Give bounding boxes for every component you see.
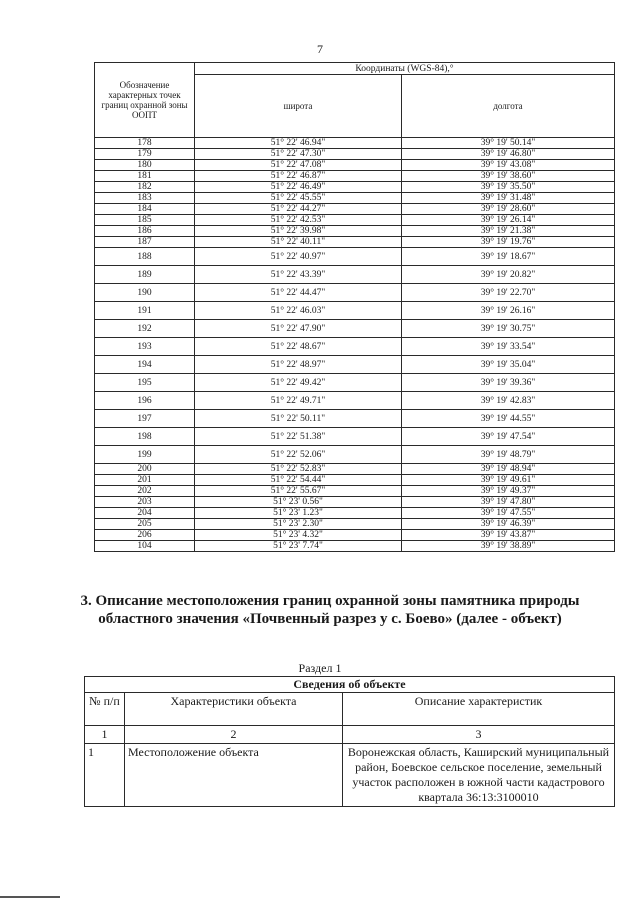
index-cell-1: 1 (85, 726, 125, 744)
latitude-cell: 51° 22' 42.53" (195, 215, 402, 226)
point-id-cell: 192 (95, 320, 195, 338)
point-id-cell: 104 (95, 541, 195, 552)
point-id-cell: 187 (95, 237, 195, 248)
longitude-cell: 39° 19' 49.37" (402, 486, 615, 497)
info-caption: Сведения об объекте (85, 677, 615, 693)
longitude-cell: 39° 19' 33.54" (402, 338, 615, 356)
table-row (95, 302, 615, 320)
point-id-cell: 188 (95, 248, 195, 266)
coordinates-body (95, 138, 615, 552)
longitude-cell: 39° 19' 43.87" (402, 530, 615, 541)
table-row (95, 338, 615, 356)
latitude-cell: 51° 23' 0.56" (195, 497, 402, 508)
point-id-cell: 200 (95, 464, 195, 475)
latitude-cell: 51° 23' 4.32" (195, 530, 402, 541)
table-row (95, 160, 615, 171)
coordinates-table (94, 62, 615, 552)
table-row (95, 475, 615, 486)
table-row (95, 237, 615, 248)
latitude-cell: 51° 22' 40.11" (195, 237, 402, 248)
latitude-header: широта (195, 75, 402, 138)
latitude-cell: 51° 23' 7.74" (195, 541, 402, 552)
table-row (95, 356, 615, 374)
table-row (95, 226, 615, 237)
point-id-cell: 198 (95, 428, 195, 446)
point-id-cell: 201 (95, 475, 195, 486)
table-row (95, 266, 615, 284)
table-row (95, 464, 615, 475)
point-id-cell: 190 (95, 284, 195, 302)
latitude-cell: 51° 22' 51.38" (195, 428, 402, 446)
latitude-cell: 51° 22' 44.47" (195, 284, 402, 302)
table-row (95, 182, 615, 193)
longitude-cell: 39° 19' 19.76" (402, 237, 615, 248)
point-id-cell: 180 (95, 160, 195, 171)
longitude-cell: 39° 19' 28.60" (402, 204, 615, 215)
table-row (95, 497, 615, 508)
coords-header: Координаты (WGS-84),° (195, 63, 615, 75)
longitude-cell: 39° 19' 49.61" (402, 475, 615, 486)
row-number: 1 (85, 744, 125, 807)
longitude-cell: 39° 19' 18.67" (402, 248, 615, 266)
point-id-cell: 189 (95, 266, 195, 284)
longitude-cell: 39° 19' 43.08" (402, 160, 615, 171)
index-cell-3: 3 (343, 726, 615, 744)
longitude-cell: 39° 19' 39.36" (402, 374, 615, 392)
table-row (95, 138, 615, 149)
point-id-header: Обозначение характерных точек границ охранной зоны ООПТ (95, 63, 195, 138)
latitude-cell: 51° 22' 45.55" (195, 193, 402, 204)
longitude-cell: 39° 19' 48.94" (402, 464, 615, 475)
latitude-cell: 51° 22' 54.44" (195, 475, 402, 486)
longitude-cell: 39° 19' 26.16" (402, 302, 615, 320)
latitude-cell: 51° 22' 46.03" (195, 302, 402, 320)
longitude-cell: 39° 19' 44.55" (402, 410, 615, 428)
razdel-label: Раздел 1 (298, 661, 342, 675)
longitude-cell: 39° 19' 38.60" (402, 171, 615, 182)
table-row (95, 428, 615, 446)
scan-artifact-line (0, 896, 60, 898)
point-id-cell: 182 (95, 182, 195, 193)
latitude-cell: 51° 23' 2.30" (195, 519, 402, 530)
point-id-cell: 191 (95, 302, 195, 320)
table-row (95, 519, 615, 530)
longitude-cell: 39° 19' 48.79" (402, 446, 615, 464)
point-id-cell: 196 (95, 392, 195, 410)
latitude-cell: 51° 22' 49.42" (195, 374, 402, 392)
table-row (95, 204, 615, 215)
latitude-cell: 51° 22' 40.97" (195, 248, 402, 266)
latitude-cell: 51° 22' 47.30" (195, 149, 402, 160)
point-id-cell: 184 (95, 204, 195, 215)
row-description: Воронежская область, Каширский муниципальный район, Боевское сельское поселение, земельный участок расположен в южной части кадастрового квартала 36:13:3100010 (343, 744, 615, 807)
point-id-cell: 204 (95, 508, 195, 519)
point-id-cell: 186 (95, 226, 195, 237)
latitude-cell: 51° 22' 55.67" (195, 486, 402, 497)
longitude-cell: 39° 19' 46.39" (402, 519, 615, 530)
point-id-cell: 179 (95, 149, 195, 160)
object-info-table (84, 676, 615, 807)
table-row (95, 320, 615, 338)
characteristics-column-header: Характеристики объекта (125, 693, 343, 726)
point-id-cell: 195 (95, 374, 195, 392)
section-title: 3. Описание местоположения границ охранной зоны памятника природы областного значения «Почвенный разрез у с. Боево» (далее - объект) (80, 593, 580, 627)
longitude-cell: 39° 19' 47.55" (402, 508, 615, 519)
latitude-cell: 51° 22' 52.83" (195, 464, 402, 475)
point-id-cell: 203 (95, 497, 195, 508)
table-row (95, 446, 615, 464)
longitude-cell: 39° 19' 31.48" (402, 193, 615, 204)
longitude-cell: 39° 19' 20.82" (402, 266, 615, 284)
longitude-cell: 39° 19' 26.14" (402, 215, 615, 226)
description-column-header: Описание характеристик (343, 693, 615, 726)
latitude-cell: 51° 22' 49.71" (195, 392, 402, 410)
longitude-cell: 39° 19' 47.54" (402, 428, 615, 446)
longitude-cell: 39° 19' 30.75" (402, 320, 615, 338)
longitude-cell: 39° 19' 35.50" (402, 182, 615, 193)
latitude-cell: 51° 22' 39.98" (195, 226, 402, 237)
page-number: 7 (317, 42, 323, 56)
longitude-cell: 39° 19' 38.89" (402, 541, 615, 552)
latitude-cell: 51° 22' 47.08" (195, 160, 402, 171)
latitude-cell: 51° 22' 48.67" (195, 338, 402, 356)
row-characteristic: Местоположение объекта (125, 744, 343, 807)
point-id-cell: 197 (95, 410, 195, 428)
table-row (95, 171, 615, 182)
latitude-cell: 51° 22' 52.06" (195, 446, 402, 464)
point-id-cell: 205 (95, 519, 195, 530)
point-id-cell: 206 (95, 530, 195, 541)
latitude-cell: 51° 22' 47.90" (195, 320, 402, 338)
point-id-cell: 185 (95, 215, 195, 226)
latitude-cell: 51° 22' 46.49" (195, 182, 402, 193)
point-id-cell: 193 (95, 338, 195, 356)
table-row (95, 508, 615, 519)
table-row (95, 284, 615, 302)
number-column-header: № п/п (85, 693, 125, 726)
table-row (95, 392, 615, 410)
longitude-cell: 39° 19' 46.80" (402, 149, 615, 160)
longitude-cell: 39° 19' 22.70" (402, 284, 615, 302)
point-id-cell: 199 (95, 446, 195, 464)
latitude-cell: 51° 22' 43.39" (195, 266, 402, 284)
longitude-header: долгота (402, 75, 615, 138)
table-row (95, 215, 615, 226)
table-row (95, 410, 615, 428)
table-row (95, 248, 615, 266)
longitude-cell: 39° 19' 35.04" (402, 356, 615, 374)
table-row (95, 374, 615, 392)
latitude-cell: 51° 22' 46.94" (195, 138, 402, 149)
longitude-cell: 39° 19' 50.14" (402, 138, 615, 149)
table-row (95, 530, 615, 541)
index-cell-2: 2 (125, 726, 343, 744)
point-id-cell: 178 (95, 138, 195, 149)
latitude-cell: 51° 22' 46.87" (195, 171, 402, 182)
point-id-cell: 194 (95, 356, 195, 374)
table-row (95, 193, 615, 204)
longitude-cell: 39° 19' 47.80" (402, 497, 615, 508)
longitude-cell: 39° 19' 42.83" (402, 392, 615, 410)
latitude-cell: 51° 23' 1.23" (195, 508, 402, 519)
latitude-cell: 51° 22' 44.27" (195, 204, 402, 215)
point-id-cell: 202 (95, 486, 195, 497)
point-id-cell: 181 (95, 171, 195, 182)
point-id-cell: 183 (95, 193, 195, 204)
longitude-cell: 39° 19' 21.38" (402, 226, 615, 237)
latitude-cell: 51° 22' 50.11" (195, 410, 402, 428)
latitude-cell: 51° 22' 48.97" (195, 356, 402, 374)
table-row (95, 486, 615, 497)
table-row (95, 541, 615, 552)
table-row (95, 149, 615, 160)
